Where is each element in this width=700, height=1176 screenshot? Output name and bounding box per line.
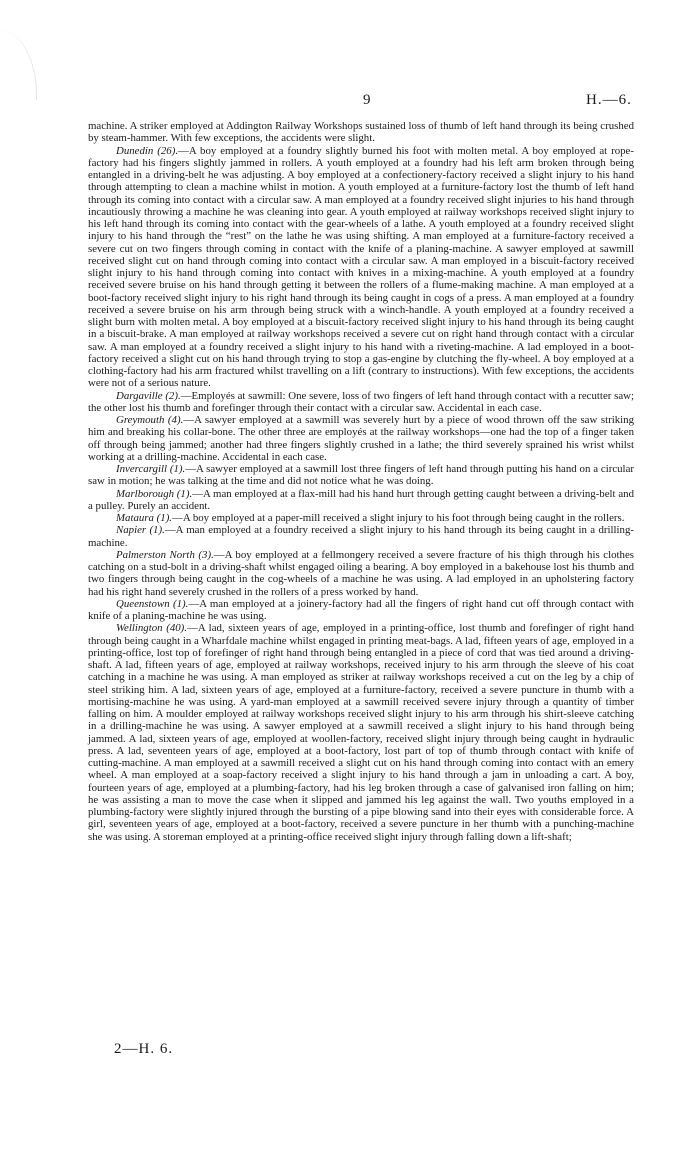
paragraph-text: —A boy employed at a paper-mill received a slight injury to his foot through being caught in the rollers. [172, 512, 625, 524]
signature-mark: 2—H. 6. [114, 1041, 174, 1057]
page-number: 9 [363, 92, 371, 108]
report-body [88, 120, 634, 843]
paragraph-text: —A man employed at a foundry received a slight injury to his hand through its being caught in a drilling-machine. [88, 524, 634, 549]
paragraph-text: machine. A striker employed at Addington Railway Workshops sustained loss of thumb of left hand through its being crushed by steam-hammer. With few exceptions, the accidents were slight. [88, 120, 634, 145]
paragraph-invercargill [88, 463, 634, 488]
scan-edge-mark [0, 30, 37, 100]
place-heading: Marlborough (1). [116, 487, 193, 500]
paragraph-dargaville [88, 390, 634, 415]
place-heading: Dunedin (26). [116, 144, 179, 157]
paragraph-greymouth [88, 414, 634, 463]
place-heading: Dargaville (2). [116, 389, 181, 402]
paragraph-text: —A boy employed at a fellmongery received a severe fracture of his thigh through his clothes catching on a stud-bolt in a driving-shaft whilst engaged oiling a bearing. A boy employed in a bakehouse lost his thumb and two fingers through being caught in the cog-wheels of a machine he was using. A lad employed in an upholstering factory had his right hand severely crushed in the rollers of a press worked by hand. [88, 548, 634, 598]
paragraph-text: —A sawyer employed at a sawmill was severely hurt by a piece of wood thrown off the saw striking him and breaking his collar-bone. The other three are employés at the railway workshops—one had the top of a finger taken off through being jammed; another had three fingers slightly crushed in a lathe; the third severely sprained his wrist whilst working at a drilling-machine. Accidental in each case. [88, 414, 634, 463]
paragraph-text: —A boy employed at a foundry slightly burned his foot with molten metal. A boy employed at rope-factory had his fingers slightly jammed in rollers. A youth employed at a foundry had his left arm broken through being entangled in a driving-belt he was adjusting. A boy employed at a confectionery-factory received a slight injury to his hand through attempting to clean a machine whilst in motion. A youth employed at a furniture-factory lost the thumb of left hand through its coming into contact with a circular saw. A man employed at a foundry received slight injuries to his hand through incautiously throwing a machine he was cleaning into gear. A youth employed at railway workshops received slight injury to his left hand through its coming into contact with the gear-wheels of a lathe. A youth employed at a foundry received slight injury to his hand through the “rest” on the lathe he was using shifting. A man employed at a furniture-factory received a severe cut on two fingers through coming in contact with the knife of a planing-machine. A sawyer employed at sawmill received slight cut on hand through coming into contact with a circular saw. A man employed in a biscuit-factory received slight injury to his hand through coming into contact with knives in a mixing-machine. A youth employed at a foundry received severe bruise on his hand through getting it between the rollers of a flume-making machine. A man employed at a boot-factory received slight injury to his right hand through its being caught in cogs of a press. A man employed at a foundry received a severe bruise on his arm through being struck with a winch-handle. A youth employed at a foundry received a slight burn with molten metal. A boy employed at a biscuit-factory received slight injury to his hand through its being caught in a biscuit-brake. A man employed at railway workshops received a severe cut on right hand through contact with a circular saw. A man employed at a foundry received a slight injury to his hand with a riveting-machine. A lad employed in a boot-factory received a slight cut on his hand through trying to stop a gas-engine by clutching the fly-wheel. A boy employed at a clothing-factory had his arm fractured whilst travelling on a lift (contrary to instructions). With few exceptions, the accidents were not of a serious nature. [88, 144, 634, 390]
place-heading: Queenstown (1). [116, 597, 189, 610]
paragraph-continued [88, 120, 634, 145]
paragraph-queenstown [88, 598, 634, 623]
paragraph-text: —A man employed at a joinery-factory had all the fingers of right hand cut off through contact with knife of a planing-machine he was using. [88, 597, 634, 622]
paragraph-text: —A sawyer employed at a sawmill lost three fingers of left hand through putting his hand on a circular saw in motion; he was talking at the time and did not notice what he was doing. [88, 463, 634, 488]
place-heading: Invercargill (1). [116, 463, 186, 475]
place-heading: Greymouth (4). [116, 414, 184, 426]
paragraph-wellington [88, 622, 634, 843]
paragraph-mataura [88, 512, 634, 524]
document-reference: H.—6. [586, 92, 632, 108]
paragraph-dunedin [88, 145, 634, 390]
paragraph-text: —A lad, sixteen years of age, employed in a printing-office, lost thumb and forefinger of right hand through being caught in a Wharfdale machine whilst engaged in printing meat-bags. A lad, fifteen years of age, employed in a printing-office, lost top of forefinger of right hand through being entangled in a piece of cord that was tied around a driving-shaft. A lad, fifteen years of age, employed at railway workshops, received injury to his arm through the sleeve of his coat catching in a machine he was using. A man employed as striker at railway workshops received a cut on the leg by a chip of steel striking him. A lad, sixteen years of age, employed at a furniture-factory, received a severe puncture in thumb with a mortising-machine he was using. A yard-man employed at a sawmill received severe injury through a quantity of timber falling on him. A moulder employed at railway workshops received slight injury to his arm through his shirt-sleeve catching in a drilling-machine he was using. A sawyer employed at a sawmill received a slight injury to his hand through being jammed. A lad, sixteen years of age, employed at woollen-factory, received slight injury through being caught in hydraulic press. A lad, seventeen years of age, employed at a boot-factory, lost part of top of thumb through contact with knife of cutting-machine. A man employed at a sawmill received a slight cut on his hand through coming into contact with an emery wheel. A man employed at a soap-factory received a slight injury to his hand through a jam in unloading a cart. A boy, fourteen years of age, employed at a plumbing-factory, had his leg broken through a case of galvanised iron falling on him; he was assisting a man to move the case when it slipped and jammed his leg against the wall. Two youths employed in a plumbing-factory were slightly injured through the bursting of a pipe blowing sand into their eyes with considerable force. A girl, seventeen years of age, employed at a boot-factory, received a severe puncture in her thumb with a punching-machine she was using. A storeman employed at a printing-office received slight injury through falling down a lift-shaft; [88, 622, 634, 843]
place-heading: Palmerston North (3). [116, 548, 214, 561]
page-header [0, 92, 700, 112]
paragraph-palmerston-north [88, 549, 634, 598]
place-heading: Mataura (1). [116, 512, 173, 524]
place-heading: Napier (1). [116, 524, 165, 537]
place-heading: Wellington (40). [116, 622, 187, 635]
paragraph-text: —Employés at sawmill: One severe, loss of two fingers of left hand through contact with a recutter saw; the other lost his thumb and forefinger through their contact with a circular saw. Accidental in each case. [88, 389, 634, 414]
paragraph-marlborough [88, 488, 634, 513]
paragraph-napier [88, 524, 634, 549]
paragraph-text: —A man employed at a flax-mill had his hand hurt through getting caught between a driving-belt and a pulley. Purely an accident. [88, 487, 634, 512]
